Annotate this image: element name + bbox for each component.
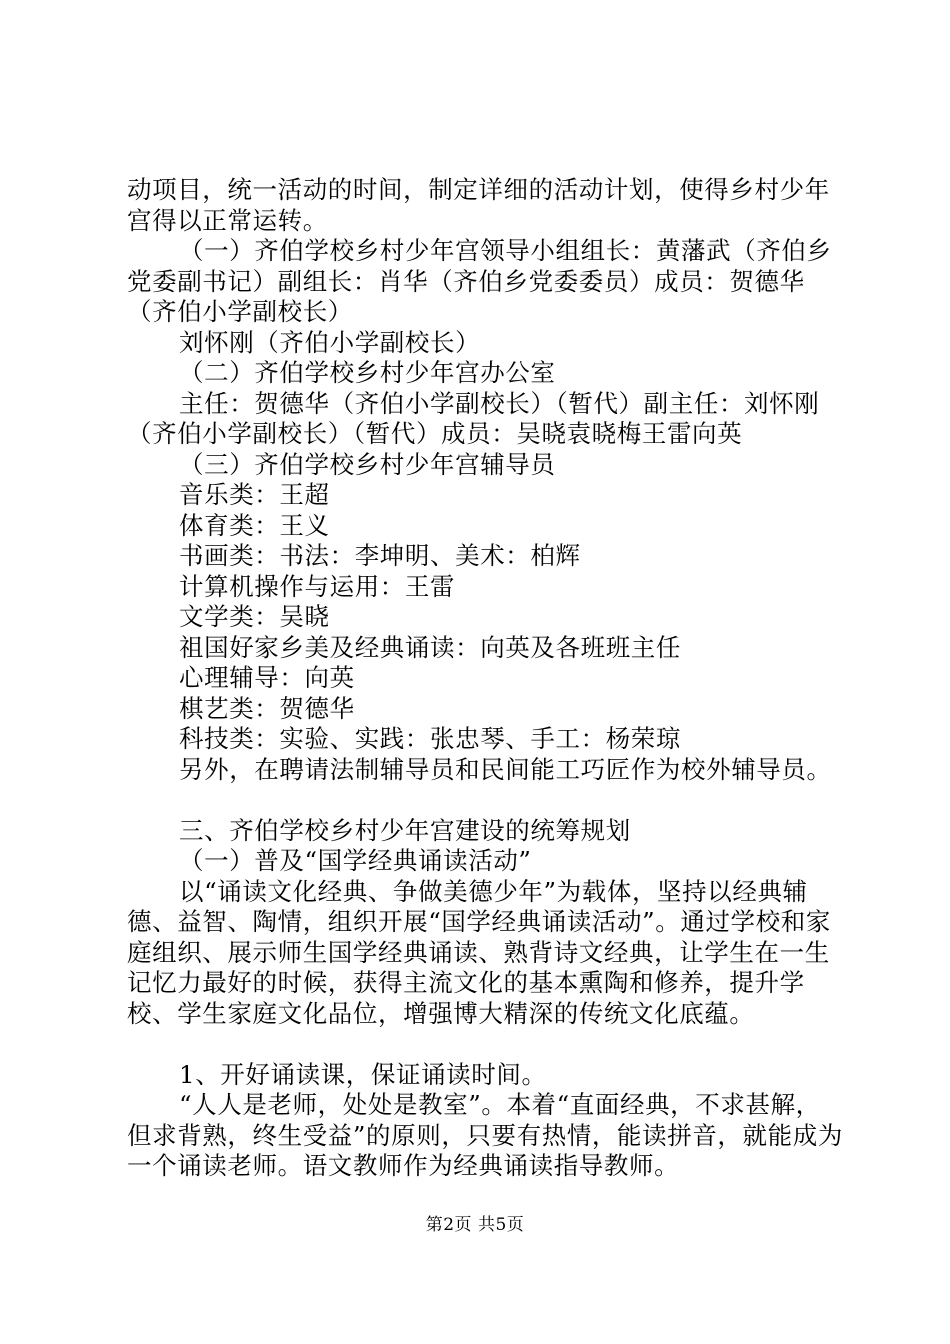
list-item: 祖国好家乡美及经典诵读：向英及各班班主任 bbox=[179, 632, 681, 662]
paragraph: 刘怀刚（齐伯小学副校长） bbox=[179, 327, 481, 357]
list-item: 计算机操作与运用：王雷 bbox=[179, 571, 456, 601]
list-item: 科技类：实验、实践：张忠琴、手工：杨荣琼 bbox=[179, 724, 681, 753]
section-heading: 三、齐伯学校乡村少年宫建设的统筹规划 bbox=[179, 815, 631, 845]
paragraph: 以“诵读文化经典、争做美德少年”为载体，坚持以经典辅德、益智、陶情，组织开展“国学经典诵读活动”。通过学校和家庭组织、展示师生国学经典诵读、熟背诗文经典，让学生在一生记忆力最好的时候，获得主流文化的基本熏陶和修养，提升学校、学生家庭文化品位，增强博大精深的传统文化底蕴。 bbox=[127, 876, 831, 1028]
list-item: 棋艺类：贺德华 bbox=[179, 693, 355, 723]
list-item: 心理辅导：向英 bbox=[179, 663, 355, 692]
paragraph: 另外，在聘请法制辅导员和民间能工巧匠作为校外辅导员。 bbox=[179, 754, 832, 784]
list-item: 音乐类：王超 bbox=[179, 480, 330, 509]
document-body bbox=[127, 175, 845, 1182]
numbered-item: 1、开好诵读课，保证诵读时间。 bbox=[179, 1059, 547, 1089]
paragraph-office-heading: （二）齐伯学校乡村少年宫办公室 bbox=[179, 358, 556, 387]
blank-line bbox=[127, 785, 845, 816]
paragraph-counselor-heading: （三）齐伯学校乡村少年宫辅导员 bbox=[179, 449, 556, 479]
page-footer bbox=[0, 1214, 950, 1236]
subsection-heading: （一）普及“国学经典诵读活动” bbox=[179, 846, 532, 875]
list-item: 体育类：王义 bbox=[179, 510, 330, 540]
paragraph: 主任：贺德华（齐伯小学副校长）（暂代）副主任：刘怀刚（齐伯小学副校长）（暂代）成员：吴晓袁晓梅王雷向英 bbox=[127, 388, 820, 448]
list-item: 书画类：书法：李坤明、美术：柏辉 bbox=[179, 541, 581, 570]
list-item: 文学类：吴晓 bbox=[179, 602, 330, 631]
page-number-label: 第2页 共5页 bbox=[425, 1215, 525, 1235]
paragraph: 动项目，统一活动的时间，制定详细的活动计划，使得乡村少年宫得以正常运转。 bbox=[127, 175, 830, 235]
paragraph-leadership-group: （一）齐伯学校乡村少年宫领导小组组长：黄藩武（齐伯乡党委副书记）副组长：肖华（齐伯乡党委委员）成员：贺德华（齐伯小学副校长） bbox=[127, 236, 832, 326]
blank-line bbox=[127, 1029, 845, 1060]
paragraph: “人人是老师，处处是教室”。本着“直面经典，不求甚解，但求背熟，终生受益”的原则，只要有热情，能读拼音，就能成为一个诵读老师。语文教师作为经典诵读指导教师。 bbox=[127, 1090, 843, 1180]
